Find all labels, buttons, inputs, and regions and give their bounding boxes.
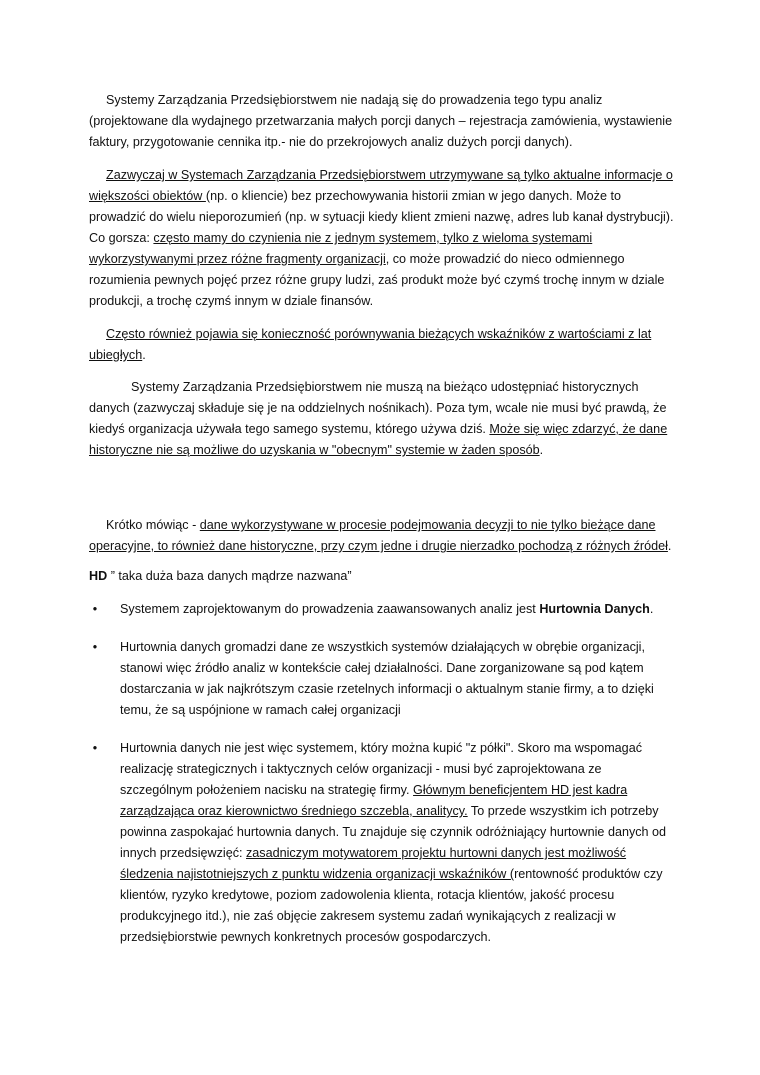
- list-item: [89, 738, 674, 948]
- list-item-text: To przede wszystkim ich potrzeby powinna zaspokajać hurtownia danych. Tu znajduje się czynnik odróżniający hurtownie danych od innych przedsięwzięć:: [120, 804, 667, 860]
- bullet-icon: •: [92, 640, 98, 654]
- bullet-list: [89, 599, 674, 948]
- hd-text: ” taka duża baza danych mądrze nazwana”: [107, 569, 352, 583]
- bullet-icon: •: [92, 602, 98, 616]
- paragraph-text: , co może prowadzić do nieco odmiennego rozumienia pewnych pojęć przez różne grupy ludzi, zaś produkt może być czymś trochę innym w dziale produkcji, a trochę czymś innym w dziale finansów.: [89, 252, 665, 308]
- hd-heading: [89, 566, 674, 587]
- list-item-text: .: [649, 602, 654, 616]
- paragraph-comparison: [89, 324, 674, 366]
- list-item-text: Systemem zaprojektowanym do prowadzenia zaawansowanych analiz jest: [120, 602, 540, 616]
- paragraph-historical: [89, 377, 674, 461]
- hd-label: HD: [89, 569, 108, 583]
- paragraph-summary: [89, 515, 674, 557]
- underlined-text: Zazwyczaj w Systemach Zarządzania Przedsiębiorstwem utrzymywane są tylko aktualne informacje o większości obiektów: [89, 168, 673, 203]
- list-item: [89, 599, 674, 620]
- paragraph-text: .: [539, 443, 544, 457]
- underlined-text: Często również pojawia się konieczność porównywania bieżących wskaźników z wartościami z lat ubiegłych: [89, 327, 652, 362]
- list-item-text: Hurtownia danych gromadzi dane ze wszystkich systemów działających w obrębie organizacji, stanowi więc źródło analiz w kontekście całej działalności. Dane zorganizowane są pod kątem dostarczania w jak najkrótszym czasie rzetelnych informacji o aktualnym stanie firmy, a to dzięki temu, że są uspójnione w ramach całej organizacji: [120, 640, 654, 717]
- paragraph-current-info: [89, 165, 674, 312]
- paragraph-text: Krótko mówiąc -: [106, 518, 200, 532]
- underlined-text: zasadniczym motywatorem projektu hurtowni danych jest możliwość śledzenia najistotniejszych z punktu widzenia organizacji wskaźników (: [120, 846, 627, 881]
- list-item-text: Hurtownia danych nie jest więc systemem, który można kupić "z półki". Skoro ma wspomagać realizację strategicznych i taktycznych celów organizacji - musi być zaprojektowana ze szczególnym położeniem nacisku na strategię firmy.: [120, 741, 642, 797]
- underlined-text: dane wykorzystywane w procesie podejmowania decyzji to nie tylko bieżące dane operacyjne, to również dane historyczne, przy czym jedne i drugie nierzadko pochodzą z różnych źródeł: [89, 518, 668, 553]
- list-item-text: rentowność produktów czy klientów, ryzyko kredytowe, poziom zadowolenia klienta, rotacja klientów, jakość procesu produkcyjnego itd.), nie zaś objęcie zakresem systemu zadań wynikających z realizacji w przedsiębiorstwie pewnych konkretnych procesów gospodarczych.: [120, 867, 663, 944]
- underlined-text: Głównym beneficjentem HD jest kadra zarządzająca oraz kierownictwo średniego szczebla, analitycy.: [120, 783, 628, 818]
- paragraph-text: .: [142, 348, 146, 362]
- paragraph-text: (np. o kliencie) bez przechowywania historii zmian w jego danych. Może to prowadzić do wielu nieporozumień (np. w sytuacji kiedy klient zmieni nazwę, adres lub kanał dystrybucji). Co gorsza:: [89, 189, 674, 245]
- list-item-bold: Hurtownia Danych: [539, 602, 650, 616]
- underlined-text: często mamy do czynienia nie z jednym systemem, tylko z wieloma systemami wykorzystywanymi przez różne fragmenty organizacji: [89, 231, 593, 266]
- paragraph-text: Systemy Zarządzania Przedsiębiorstwem nie muszą na bieżąco udostępniać historycznych danych (zazwyczaj składuje się je na oddzielnych nośnikach). Poza tym, wcale nie musi być prawdą, że kiedyś organizacja używała tego samego systemu, którego używa dziś.: [89, 380, 667, 436]
- underlined-text: Może się więc zdarzyć, że dane historyczne nie są możliwe do uzyskania w "obecnym" systemie w żaden sposób: [89, 422, 668, 457]
- paragraph-erp-limits: [89, 90, 674, 153]
- bullet-icon: •: [92, 741, 98, 755]
- paragraph-text: Systemy Zarządzania Przedsiębiorstwem nie nadają się do prowadzenia tego typu analiz (projektowane dla wydajnego przetwarzania małych porcji danych – rejestracja zamówienia, wystawienie faktury, przygotowanie cennika itp.- nie do przekrojowych analiz dużych porcji danych).: [89, 93, 673, 149]
- paragraph-text: .: [667, 539, 672, 553]
- document-page: [89, 90, 674, 965]
- list-item: [89, 637, 674, 721]
